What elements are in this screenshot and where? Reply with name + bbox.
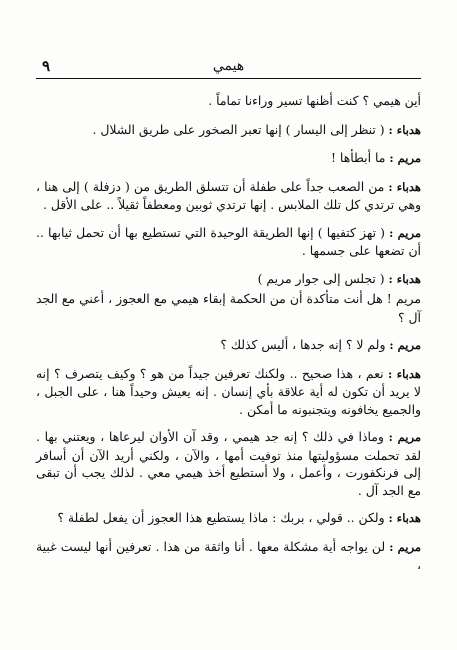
speaker-name: مريم :: [389, 539, 421, 554]
speaker-name: هدباء :: [388, 122, 421, 137]
stage-direction: ( تجلس إلى جوار مريم ): [257, 270, 385, 286]
dialogue-line: [36, 92, 421, 111]
dialogue-line: [36, 149, 421, 168]
dialogue-text: وماذا في ذلك ؟ إنه جد هيمي ، وقد آن الأوان ليرعاها ، ويعتني بها . لقد تحملت مسؤوليتها منذ توفيت أمها ، والآن ، ولكني أريد الآن أن أسافر إلى فرنكفورت ، وأعمل ، ولا أستطيع أخذ هيمي معي . لذلك يجب أن تبقى مع الجد آل .: [36, 429, 421, 498]
dialogue-line: [36, 270, 421, 289]
dialogue-line: [36, 509, 421, 528]
speaker-name: مريم :: [389, 338, 421, 352]
dialogue-text: من الصعب جداً على طفلة أن تتسلق الطريق من ( دزفلة ) إلى هنا ، وهي ترتدي كل تلك الملابس . إنها ترتدي ثوبين ومعطفاً ثقيلاً .. على الأقل .: [36, 178, 421, 212]
speaker-name: هدباء :: [388, 271, 421, 286]
dialogue-text: ما أبطأها !: [331, 150, 386, 165]
speaker-name: مريم :: [389, 151, 421, 165]
speaker-name: مريم :: [389, 225, 421, 240]
page-header: [36, 56, 421, 79]
dialogue-text: ( تنظر إلى اليسار ) إنها تعبر الصخور على طريق الشلال .: [92, 121, 385, 137]
dialogue-line: [36, 336, 421, 355]
dialogue-text: ( تهز كتفيها ) إنها الطريقة الوحيدة التي تستطيع بها أن تحمل ثيابها .. أن تضعها على جسمها .: [36, 224, 421, 258]
dialogue-line: [36, 538, 421, 574]
dialogue-text: مريم ! هل أنت متأكدة أن من الحكمة إبقاء هيمي مع العجوز ، أعني مع الجد آل ؟: [36, 291, 421, 325]
page-number: ٩: [42, 57, 51, 75]
dialogue-line: [36, 428, 421, 499]
dialogue-text: ولم لا ؟ إنه جدها ، أليس كذلك ؟: [220, 337, 386, 352]
dialogue-text: نعم ، هذا صحيح .. ولكنك تعرفين جيداً من هو ؟ وكيف يتصرف ؟ إنه لا يريد أن تكون له أية علاقة بأي إنسان . إنه يعيش وحيداً هنا ، على الجبل ، والجميع يخافونه ويتجنبونه ما أمكن .: [36, 365, 421, 417]
dialogue-line: [36, 178, 421, 214]
page-body: [36, 92, 421, 584]
speaker-name: هدباء :: [388, 511, 421, 525]
running-title: هيمي: [212, 58, 245, 74]
speaker-name: هدباء :: [388, 366, 421, 381]
dialogue-text: ولكن .. قولي ، بربك : ماذا يستطيع هذا العجوز أن يفعل لطفلة ؟: [57, 510, 385, 525]
dialogue-line: [36, 224, 421, 260]
dialogue-text: أين هيمي ؟ كنت أظنها تسير وراءنا تماماً .: [208, 93, 421, 108]
speaker-name: مريم :: [388, 430, 421, 444]
dialogue-line: [36, 290, 421, 326]
dialogue-line: [36, 121, 421, 140]
dialogue-line: [36, 365, 421, 419]
dialogue-text: لن يواجه أية مشكلة معها . أنا واثقة من هذا . تعرفين أنها ليست غبية ،: [36, 538, 421, 572]
speaker-name: هدباء :: [388, 179, 421, 194]
